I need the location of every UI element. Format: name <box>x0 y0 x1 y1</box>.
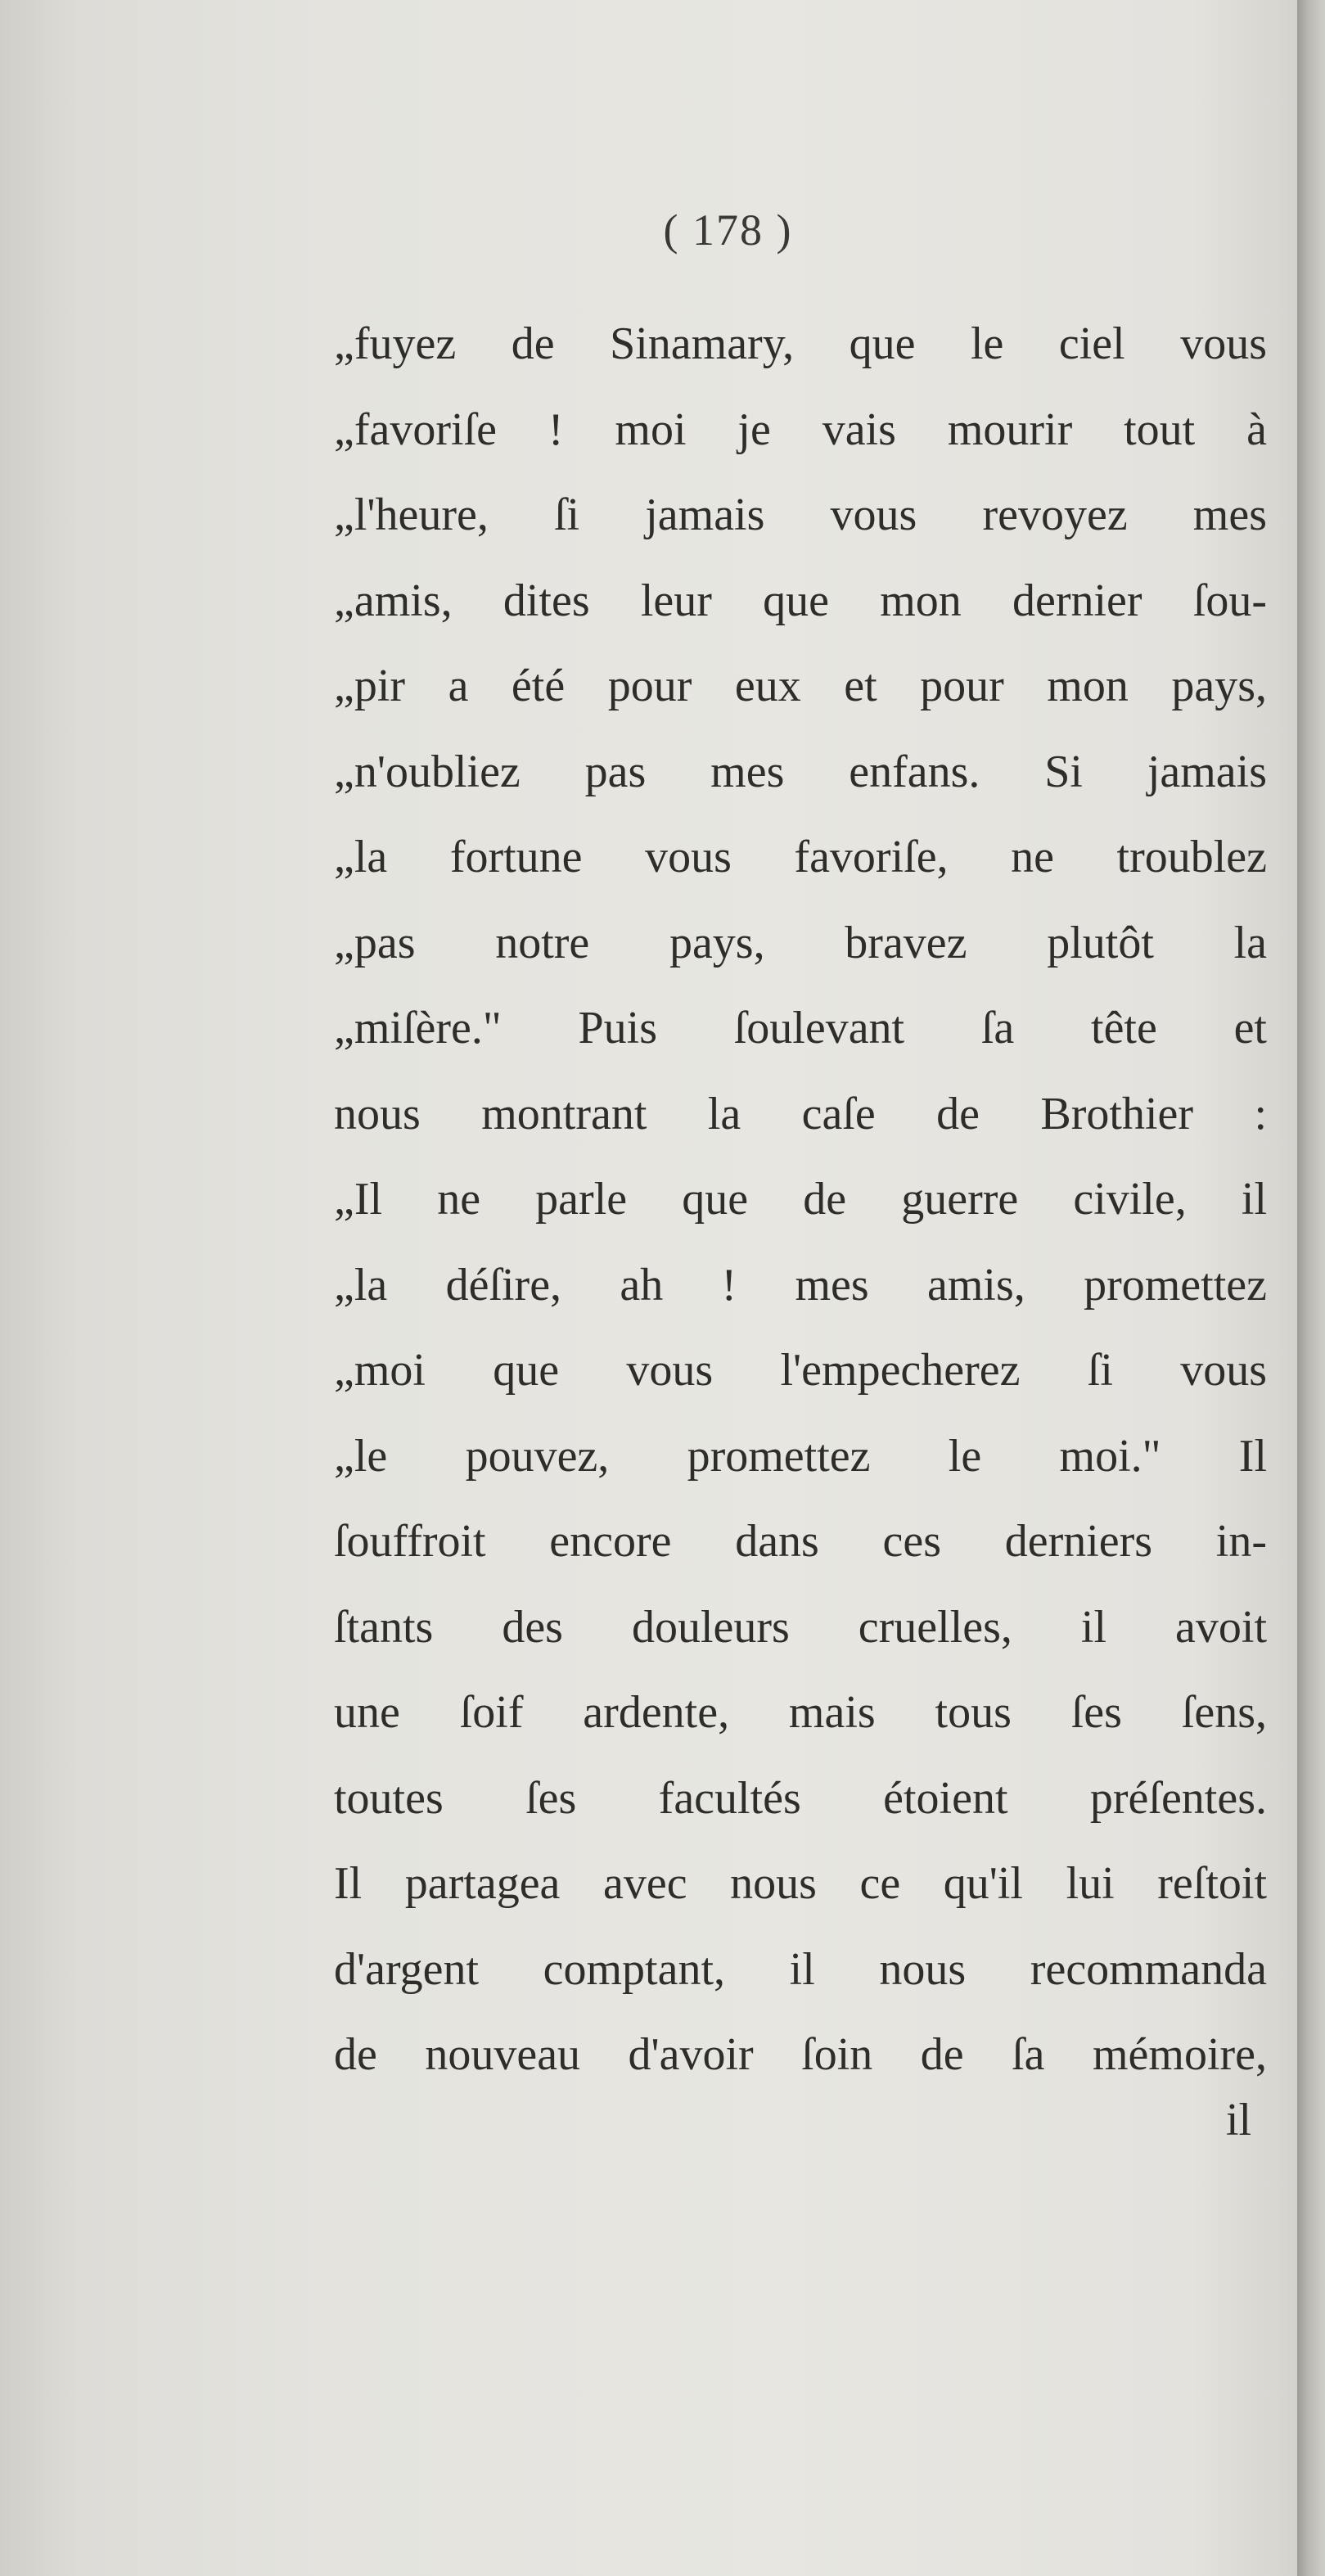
text-line: d'argent comptant, il nous recommanda <box>334 1943 1267 1995</box>
text-line: de nouveau d'avoir ſoin de ſa mémoire, <box>334 2029 1267 2080</box>
page-number: ( 178 ) <box>663 205 793 255</box>
text-line: „amis, dites leur que mon dernier ſou- <box>334 575 1267 626</box>
text-line: „la déſire, ah ! mes amis, promettez <box>334 1259 1267 1311</box>
text-line: „pir a été pour eux et pour mon pays, <box>334 661 1267 711</box>
text-line: ſouffroit encore dans ces derniers in- <box>334 1516 1267 1567</box>
text-line: ſtants des douleurs cruelles, il avoit <box>334 1601 1267 1653</box>
text-line: „moi que vous l'empecherez ſi vous <box>334 1345 1267 1396</box>
text-line: „pas notre pays, bravez plutôt la <box>334 917 1267 968</box>
text-line: „Il ne parle que de guerre civile, il <box>334 1174 1267 1225</box>
text-line: „favoriſe ! moi je vais mourir tout à <box>334 404 1267 455</box>
text-line: „n'oubliez pas mes enfans. Si jamais <box>334 746 1267 797</box>
text-line: „la fortune vous favoriſe, ne troublez <box>334 832 1267 882</box>
text-line: une ſoif ardente, mais tous ſes ſens, <box>334 1687 1267 1738</box>
text-line: „miſère." Puis ſoulevant ſa tête et <box>334 1003 1267 1053</box>
catchword: il <box>1226 2095 1252 2145</box>
text-line: nous montrant la caſe de Brothier : <box>334 1088 1267 1139</box>
text-line: toutes ſes facultés étoient préſentes. <box>334 1772 1267 1824</box>
text-line: „le pouvez, promettez le moi." Il <box>334 1430 1267 1482</box>
body-text <box>334 301 1267 2098</box>
page-edge <box>1297 0 1325 2576</box>
text-line: „l'heure, ſi jamais vous revoyez mes <box>334 489 1267 540</box>
text-line: „fuyez de Sinamary, que le ciel vous <box>334 318 1267 369</box>
text-line: Il partagea avec nous ce qu'il lui reſtoit <box>334 1858 1267 1909</box>
